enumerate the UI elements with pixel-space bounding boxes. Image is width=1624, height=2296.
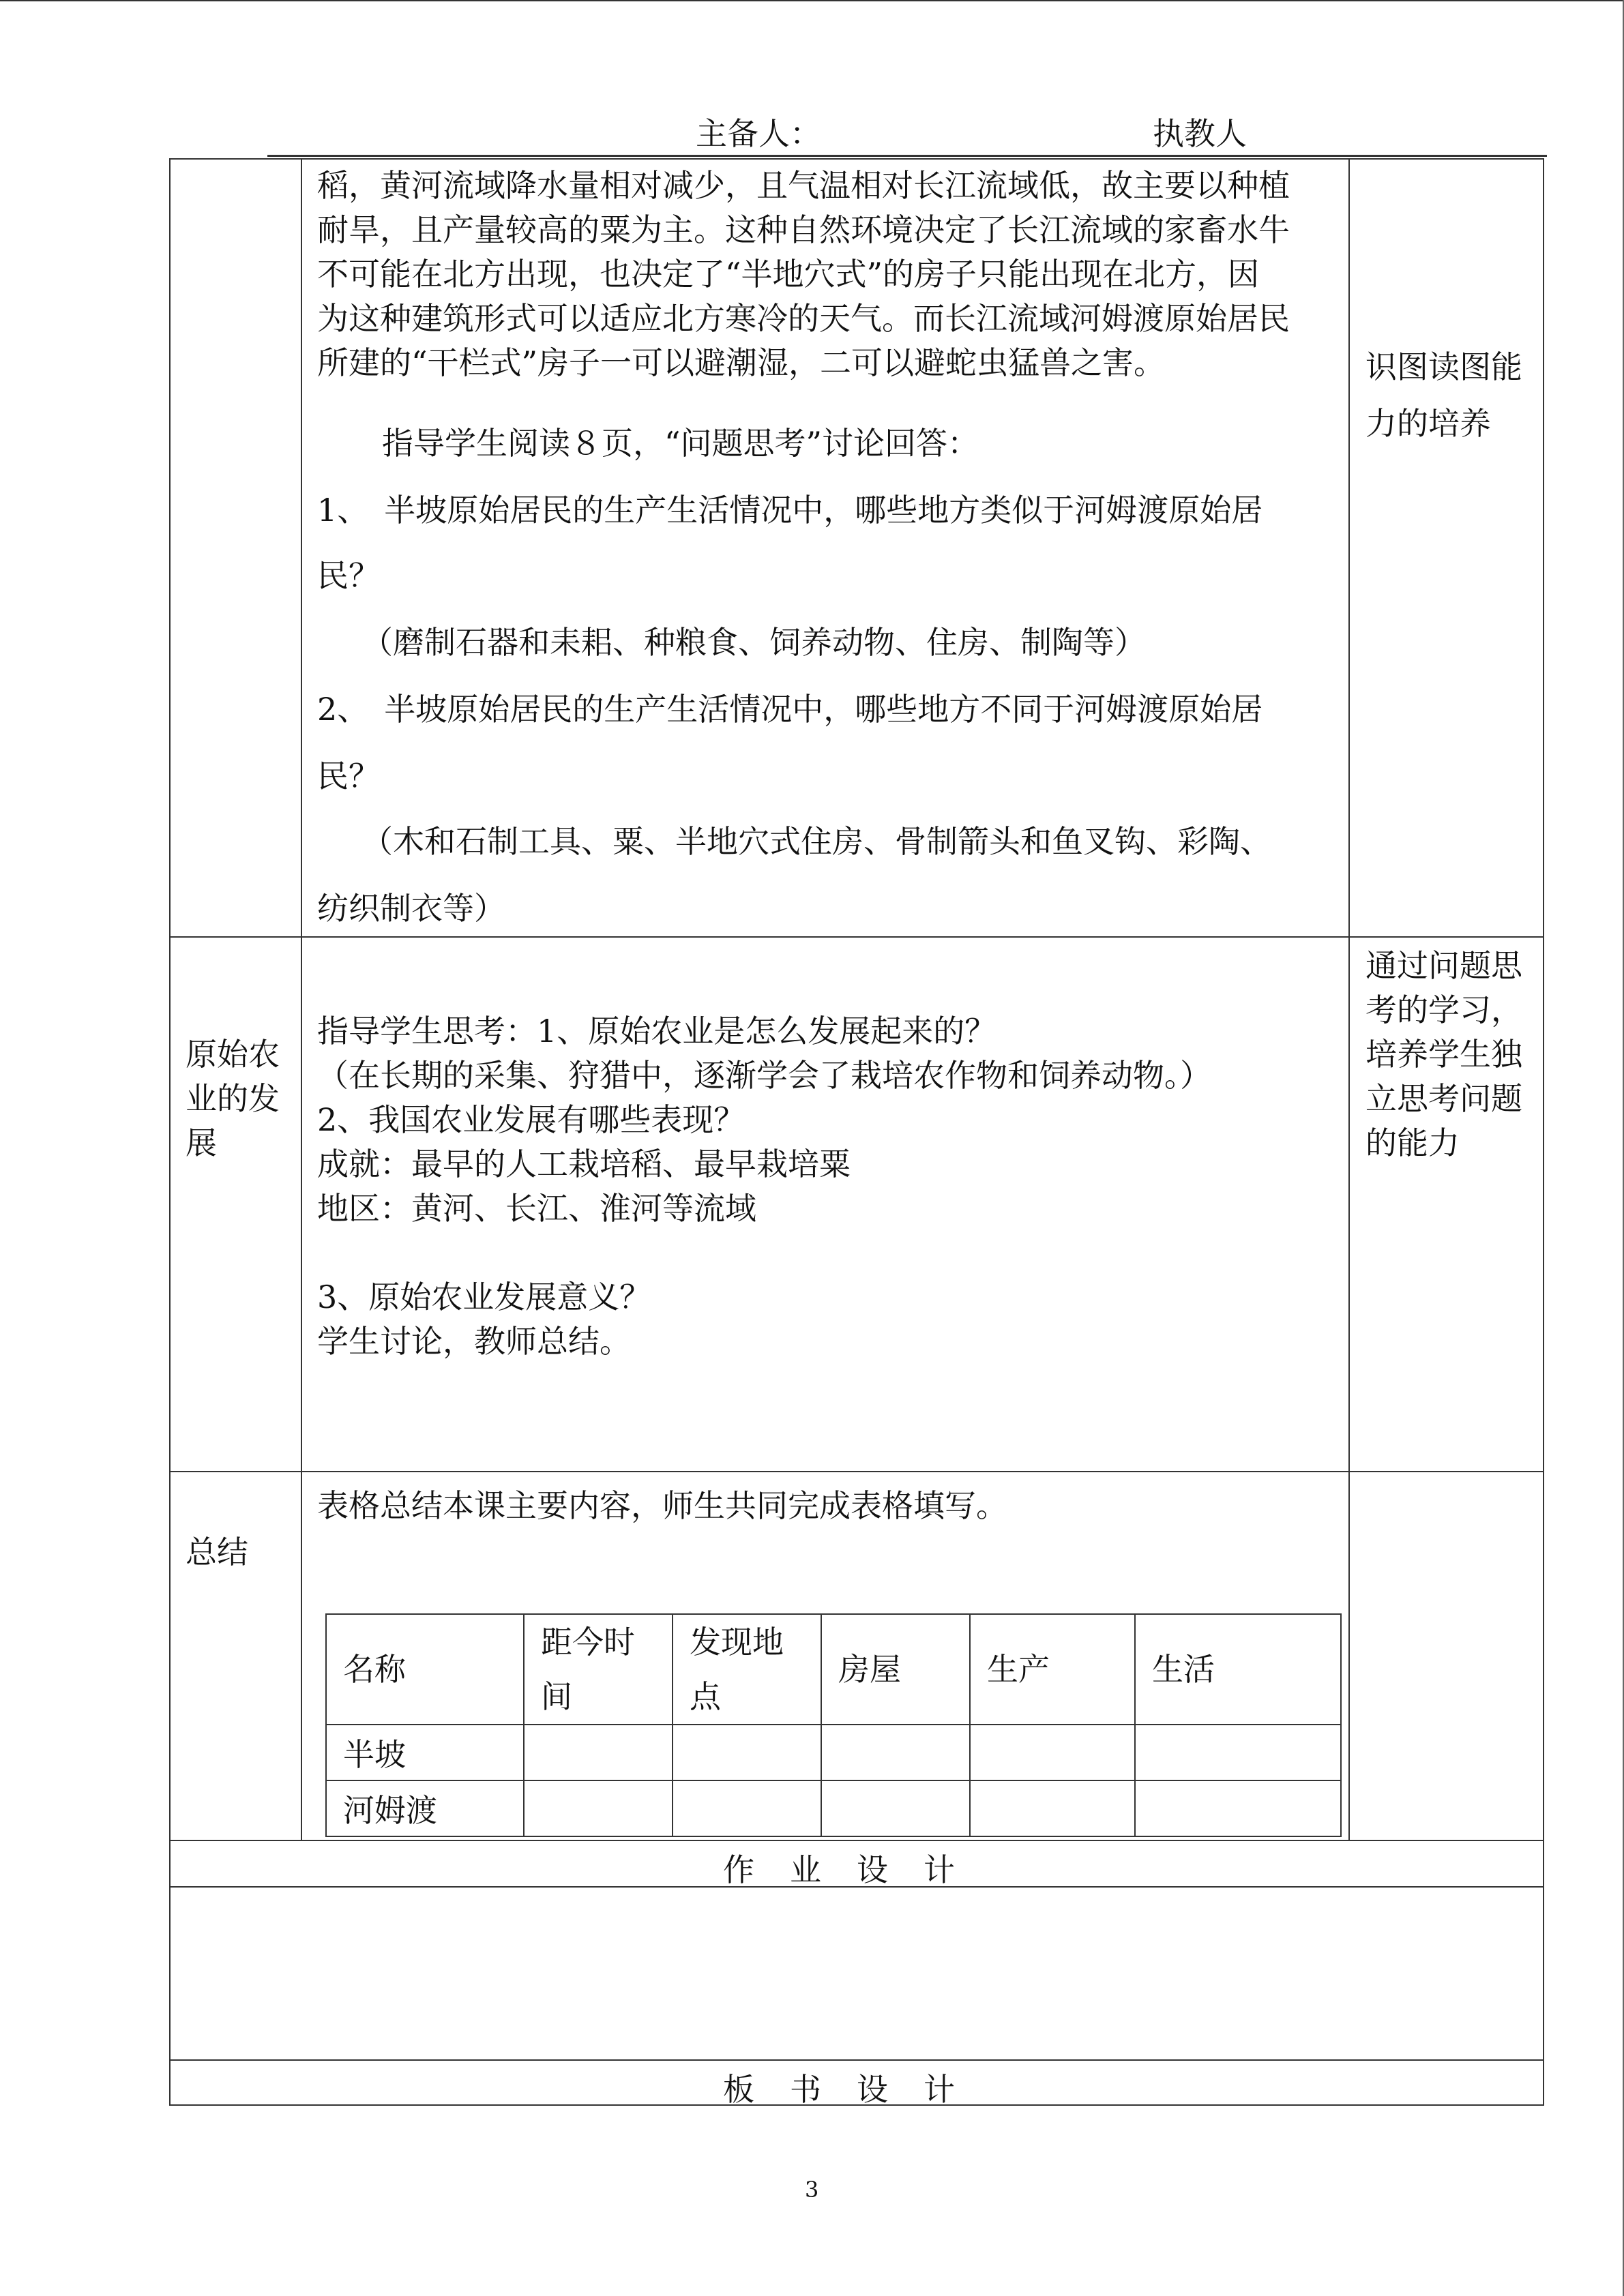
table-cell	[673, 1780, 821, 1836]
agriculture-line-8: 学生讨论，教师总结。	[317, 1323, 631, 1360]
table-right-border	[1543, 158, 1544, 2106]
row-name-banpo: 半坡	[326, 1725, 524, 1780]
table-top-border	[169, 158, 1544, 160]
summary-table	[325, 1613, 1342, 1837]
table-cell	[1135, 1780, 1341, 1836]
note-independent-thinking-line-3: 培养学生独	[1365, 1036, 1522, 1073]
summary-intro: 表格总结本课主要内容，师生共同完成表格填写。	[317, 1487, 1007, 1524]
agriculture-line-4: 成就：最早的人工栽培稻、最早栽培粟	[317, 1146, 851, 1182]
agriculture-label-line-1: 原始农	[186, 1036, 280, 1073]
note-reading-maps-line-1: 识图读图能	[1365, 348, 1522, 385]
column-divider-2	[1348, 158, 1350, 1841]
column-divider-1	[301, 158, 302, 1841]
table-cell	[524, 1780, 673, 1836]
question-2-line-1: 2、 半坡原始居民的生产生活情况中，哪些地方不同于河姆渡原始居	[317, 691, 1263, 728]
table-left-border	[169, 158, 171, 2106]
note-independent-thinking-line-1: 通过问题思	[1365, 947, 1522, 984]
table-cell	[970, 1780, 1135, 1836]
table-cell	[970, 1725, 1135, 1780]
table-cell	[821, 1725, 970, 1780]
row-divider-2	[169, 1471, 1544, 1472]
summary-label: 总结	[186, 1534, 248, 1570]
table-cell	[673, 1725, 821, 1780]
row-divider-1	[169, 936, 1544, 938]
table-cell	[1135, 1725, 1341, 1780]
header-production: 生产	[970, 1614, 1135, 1725]
continuation-line-3: 不可能在北方出现，也决定了“半地穴式”的房子只能出现在北方，因	[317, 256, 1260, 293]
page-number: 3	[805, 2177, 819, 2203]
summary-table-header-row	[326, 1614, 1341, 1725]
continuation-line-5: 所建的“干栏式”房子一可以避潮湿，二可以避蛇虫猛兽之害。	[317, 344, 1166, 381]
board-design-title: 板书设计	[723, 2071, 990, 2108]
header-time-ago: 距今时间	[524, 1614, 673, 1725]
header-housing: 房屋	[821, 1614, 970, 1725]
table-cell	[524, 1725, 673, 1780]
agriculture-line-2: （在长期的采集、狩猎中，逐渐学会了栽培农作物和饲养动物。）	[317, 1057, 1211, 1094]
question-2-line-2: 民？	[317, 758, 380, 794]
table-row	[326, 1725, 1341, 1780]
header-rule	[267, 155, 1547, 157]
answer-2-line-1: （木和石制工具、粟、半地穴式住房、骨制箭头和鱼叉钩、彩陶、	[361, 823, 1271, 860]
agriculture-line-1: 指导学生思考：1、原始农业是怎么发展起来的？	[317, 1013, 996, 1049]
continuation-line-4: 为这种建筑形式可以适应北方寒冷的天气。而长江流域河姆渡原始居民	[317, 300, 1290, 337]
agriculture-line-7: 3、原始农业发展意义？	[317, 1279, 651, 1315]
table-cell	[821, 1780, 970, 1836]
page-top-border	[0, 0, 1624, 1]
row-name-hemudu: 河姆渡	[326, 1780, 524, 1836]
note-independent-thinking-line-2: 考的学习，	[1365, 992, 1522, 1028]
note-independent-thinking-line-5: 的能力	[1365, 1124, 1460, 1161]
preparer-label: 主备人：	[696, 115, 821, 152]
question-1-line-1: 1、 半坡原始居民的生产生活情况中，哪些地方类似于河姆渡原始居	[317, 492, 1263, 528]
header-daily-life: 生活	[1135, 1614, 1341, 1725]
continuation-line-2: 耐旱，且产量较高的粟为主。这种自然环境决定了长江流域的家畜水牛	[317, 211, 1290, 248]
teacher-label: 执教人	[1153, 115, 1247, 152]
answer-1: （磨制石器和耒耜、种粮食、饲养动物、住房、制陶等）	[361, 624, 1146, 661]
row-divider-3	[169, 1840, 1544, 1841]
continuation-line-1: 稻，黄河流域降水量相对减少，且气温相对长江流域低，故主要以种植	[317, 167, 1290, 204]
table-row	[326, 1780, 1341, 1836]
header-discovery-site: 发现地点	[673, 1614, 821, 1725]
reading-guide: 指导学生阅读８页，“问题思考”讨论回答：	[382, 425, 979, 462]
note-reading-maps-line-2: 力的培养	[1365, 405, 1491, 442]
answer-2-line-2: 纺织制衣等）	[317, 890, 505, 927]
note-independent-thinking-line-4: 立思考问题	[1365, 1080, 1522, 1117]
row-divider-5	[169, 2059, 1544, 2061]
agriculture-line-5: 地区：黄河、长江、淮河等流域	[317, 1190, 756, 1227]
header-name: 名称	[326, 1614, 524, 1725]
agriculture-label-line-2: 业的发	[186, 1080, 280, 1117]
question-1-line-2: 民？	[317, 557, 380, 594]
agriculture-line-3: 2、我国农业发展有哪些表现？	[317, 1101, 745, 1138]
homework-design-title: 作业设计	[723, 1851, 990, 1888]
agriculture-label-line-3: 展	[186, 1124, 217, 1161]
